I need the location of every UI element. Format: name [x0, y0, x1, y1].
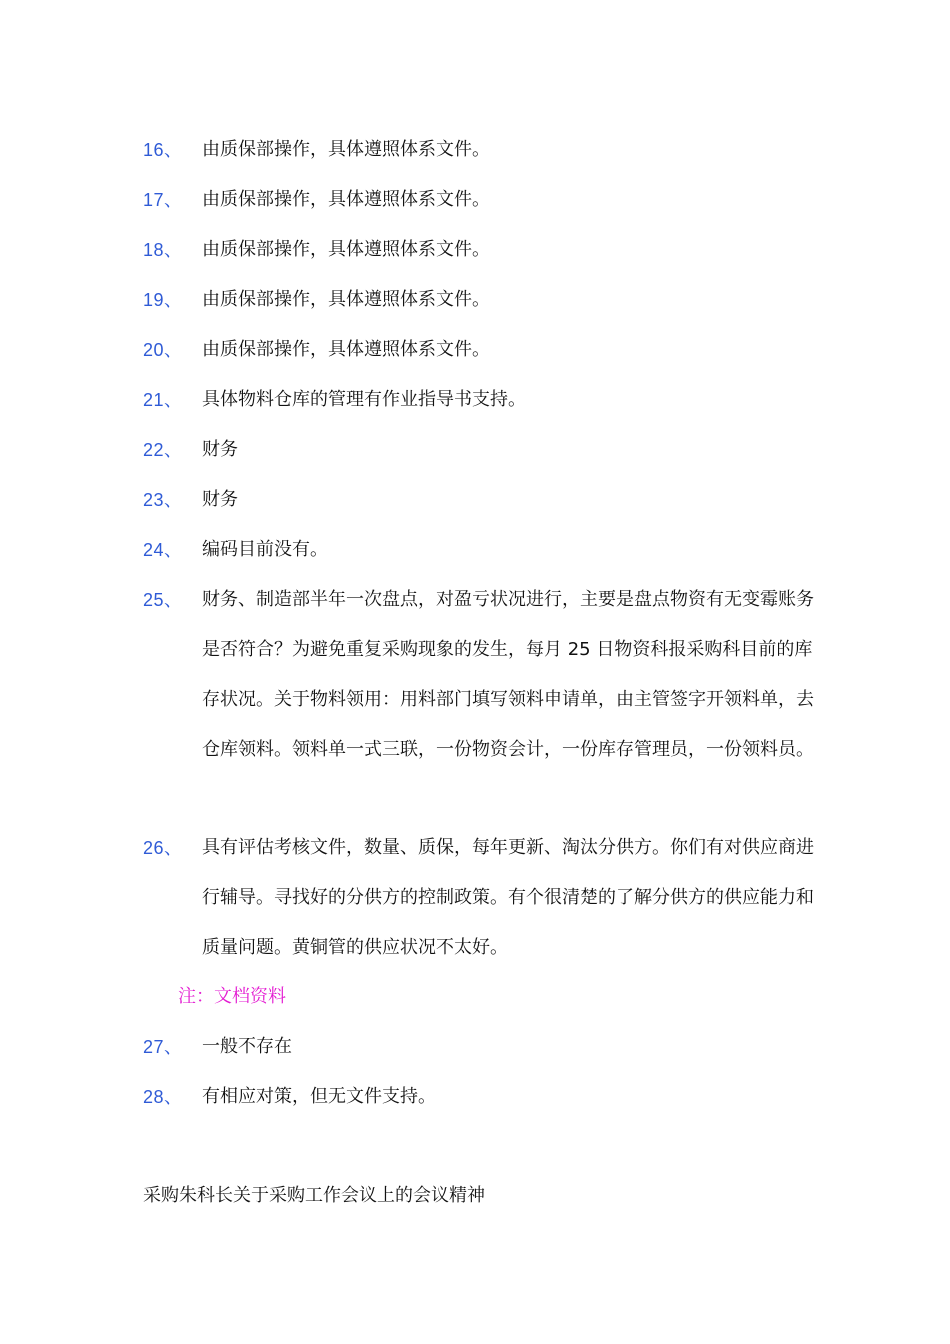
item-text: 由质保部操作，具体遵照体系文件。: [202, 339, 490, 360]
list-item: [143, 1037, 823, 1072]
list-item: [143, 290, 823, 325]
item-number: 25、: [143, 590, 183, 610]
item-number: 22、: [143, 440, 183, 460]
item-number: 20、: [143, 340, 183, 360]
item-text: 由质保部操作，具体遵照体系文件。: [202, 289, 490, 310]
item-text: 由质保部操作，具体遵照体系文件。: [202, 239, 490, 260]
list-item: [143, 590, 823, 775]
item-text: 由质保部操作，具体遵照体系文件。: [202, 139, 490, 160]
item-number: 28、: [143, 1087, 183, 1107]
list-item: [143, 838, 823, 973]
section-title: 采购朱科长关于采购工作会议上的会议精神: [143, 1185, 485, 1206]
item-text: 编码目前没有。: [202, 539, 328, 560]
item-number: 16、: [143, 140, 183, 160]
list-item: [143, 190, 823, 225]
item-number: 17、: [143, 190, 183, 210]
item-text: 具体物料仓库的管理有作业指导书支持。: [202, 389, 526, 410]
item-text: 财务: [202, 489, 238, 510]
item-number: 26、: [143, 838, 183, 858]
list-item: [143, 240, 823, 275]
list-item: [143, 490, 823, 525]
list-item: [143, 390, 823, 425]
item-text: 财务、制造部半年一次盘点，对盈亏状况进行，主要是盘点物资有无变霉账务是否符合？为避免重复采购现象的发生，每月 25 日物资科报采购科目前的库存状况。关于物料领用：用料部门填写领料申请单，由主管签字开领料单，去仓库领料。领料单一式三联，一份物资会计，一份库存管理员，一份领料员。: [202, 589, 814, 760]
note-label: 注：文档资料: [178, 986, 286, 1007]
item-number: 24、: [143, 540, 183, 560]
item-number: 27、: [143, 1037, 183, 1057]
item-number: 19、: [143, 290, 183, 310]
list-item: [143, 440, 823, 475]
list-item: [143, 340, 823, 375]
list-item: [143, 1087, 823, 1122]
item-text: 由质保部操作，具体遵照体系文件。: [202, 189, 490, 210]
item-number: 21、: [143, 390, 183, 410]
item-number: 18、: [143, 240, 183, 260]
item-text: 有相应对策，但无文件支持。: [202, 1086, 436, 1107]
item-text: 财务: [202, 439, 238, 460]
item-text: 具有评估考核文件，数量、质保，每年更新、淘汰分供方。你们有对供应商进行辅导。寻找好的分供方的控制政策。有个很清楚的了解分供方的供应能力和质量问题。黄铜管的供应状况不太好。: [202, 837, 814, 958]
list-item: [143, 540, 823, 575]
item-text: 一般不存在: [202, 1036, 292, 1057]
item-number: 23、: [143, 490, 183, 510]
list-item: [143, 140, 823, 175]
